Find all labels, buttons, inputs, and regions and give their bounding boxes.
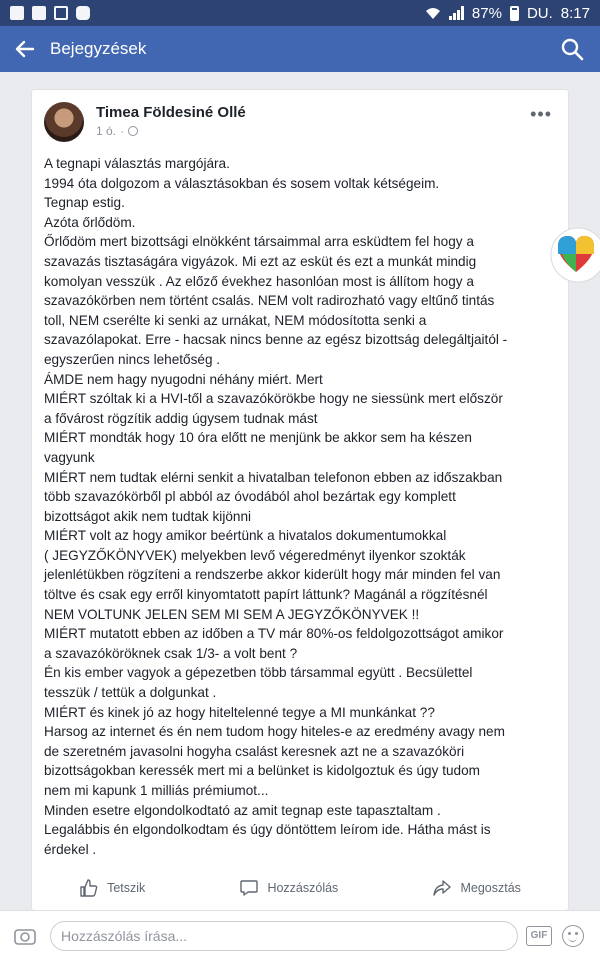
puzzle-heart-sticker-icon [544,226,600,284]
post-text-line: MIÉRT és kinek jó az hogy hiteltelenné tegye a MI munkánkat ?? [44,704,435,720]
fb-notification-icon [10,6,24,20]
more-options-icon[interactable]: ••• [530,104,552,124]
post-text-line: toll, NEM cserélte ki senki az urnákat, NEM módosította senki a [44,312,427,328]
globe-icon [128,126,138,136]
post-text-line: Tegnap estig. [44,195,125,211]
back-arrow-icon [15,40,35,58]
gif-button[interactable]: GIF [526,926,552,946]
post-text-line: Minden esetre elgondolkodtató az amit tegnap este tapasztaltam . [44,802,441,818]
like-label: Tetszik [107,881,146,895]
share-label: Megosztás [460,881,521,895]
search-icon [560,37,584,61]
post-text-line: komolyan vesszük . Az előző évekhez hasonlóan most is állítom hogy a [44,273,474,289]
post-text-line: A tegnapi választás margójára. [44,156,230,171]
back-button[interactable] [0,26,50,72]
post-text-line: vagyunk [44,449,95,465]
post-text-line: Harsog az internet és én nem tudom hogy hiteles-e az eredmény avagy nem [44,724,505,740]
post-text-line: a szavazóköröknek csak 1/3- a volt bent ? [44,645,298,661]
post-text-line: a fővárost rögzítik addig úgysem tudnak mást [44,410,318,426]
post-text-line: tesszük / tettük a dolgunkat . [44,685,217,701]
status-bar [0,0,600,26]
app-bar [0,26,600,72]
author-name[interactable]: Timea Földesiné Ollé [96,104,246,121]
battery-percent: 87% [471,4,502,22]
post-text-line: Őrlődöm mert bizottsági elnökként társaimmal arra esküdtem fel hogy a [44,234,474,250]
post-text-line: NEM VOLTUNK JELEN SEM MI SEM A JEGYZŐKÖNYVEK !! [44,606,420,622]
post-text-line: bizottságot akik nem tudtak kijönni [44,508,252,524]
signal-icon [449,6,464,20]
page-title: Bejegyzések [50,39,147,58]
post-text-line: ÁMDE nem hagy nyugodni néhány miért. Mert [44,371,323,387]
gallery-icon [54,6,68,20]
post-text-line: MIÉRT nem tudtak elérni senkit a hivatalban telefonon ebben az időszakban [44,469,503,485]
post-header [44,102,556,148]
post-text-line: Azóta őrlődöm. [44,214,136,230]
time-label: DU. [526,4,553,22]
comment-label: Hozzászólás [267,881,339,895]
camera-icon [13,926,37,946]
emoji-icon[interactable] [562,925,584,947]
avatar[interactable] [44,102,84,142]
post-text [44,154,556,859]
post-actions [32,866,568,910]
post-text-line: nem mi kapunk 1 milliás prémiumot... [44,783,269,798]
post-text-line: ( JEGYZŐKÖNYVEK) melyekben levő végeredményt ilyenkor szokták [44,547,466,563]
wifi-icon [425,6,441,20]
post-text-line: töltve és csak egy erről kinyomtatott papírt láttunk? Magánál a rögzítésnél [44,587,488,603]
post-meta [96,124,138,138]
comment-input[interactable] [50,921,518,951]
post-text-line: szavazókörben nem történt csalás. NEM volt radirozható vagy eltűnő tintás [44,293,495,309]
post-text-line: MIÉRT mutatott ebben az időben a TV már 80%-os feldolgozottságot amikor [44,626,504,642]
battery-icon [510,6,519,21]
share-icon [432,878,452,898]
post-text-line: szavazás tisztaságára vigyázok. Mi ezt az esküt és ezt a munkát mindig [44,253,477,269]
post-text-line: egyszerűen nincs lehetőség . [44,351,221,367]
comment-bar [0,910,600,960]
post-text-line: 1994 óta dolgozom a választásokban és sosem voltak kétségeim. [44,175,440,191]
post-text-line: több szavazókörből pl abból az óvodából ahol bezártak egy komplett [44,489,456,505]
post-text-line: jelenlétükben rögzíteni a rendszerbe akkor kiderült hogy már minden fel van [44,567,501,583]
post-card [32,90,568,910]
bus-icon [76,6,90,20]
post-text-line: MIÉRT volt az hogy amikor beértünk a hivatalos dokumentumokkal [44,528,447,544]
post-text-line: Legalábbis én elgondolkodtam és úgy döntöttem leírom ide. Hátha mást is [44,822,491,838]
post-text-line: bizottságokban keressék mert mi a belünket is kidolgoztuk és úgy tudom [44,763,480,779]
comment-button[interactable] [239,878,338,898]
clock: 8:17 [560,4,590,22]
fb-notification-icon [32,6,46,20]
post-time[interactable]: 1 ó. [96,124,117,138]
notification-icons [10,6,90,20]
post-text-line: érdekel . [44,841,97,857]
like-button[interactable] [79,878,145,898]
share-button[interactable] [432,878,520,898]
camera-button[interactable] [0,926,50,946]
post-text-line: MIÉRT szóltak ki a HVI-től a szavazókörökbe hogy ne siessünk mert először [44,391,503,407]
like-icon [79,878,99,898]
post-text-line: szavazólapokat. Erre - hacsak nincs benne az egész bizottság delegáltjaitól - [44,332,508,348]
separator-dot: · [120,124,125,138]
post-text-line: de szeretném javasolni hogyha csalást keresnek azt ne a szavazóköri [44,743,465,759]
search-button[interactable] [544,26,600,72]
post-text-line: Én kis ember vagyok a gépezetben több társammal együtt . Becsülettel [44,665,473,681]
comment-icon [239,878,259,898]
comment-placeholder: Hozzászólás írása... [61,927,188,944]
post-text-line: MIÉRT mondták hogy 10 óra előtt ne menjünk be akkor sem ha készen [44,430,472,446]
